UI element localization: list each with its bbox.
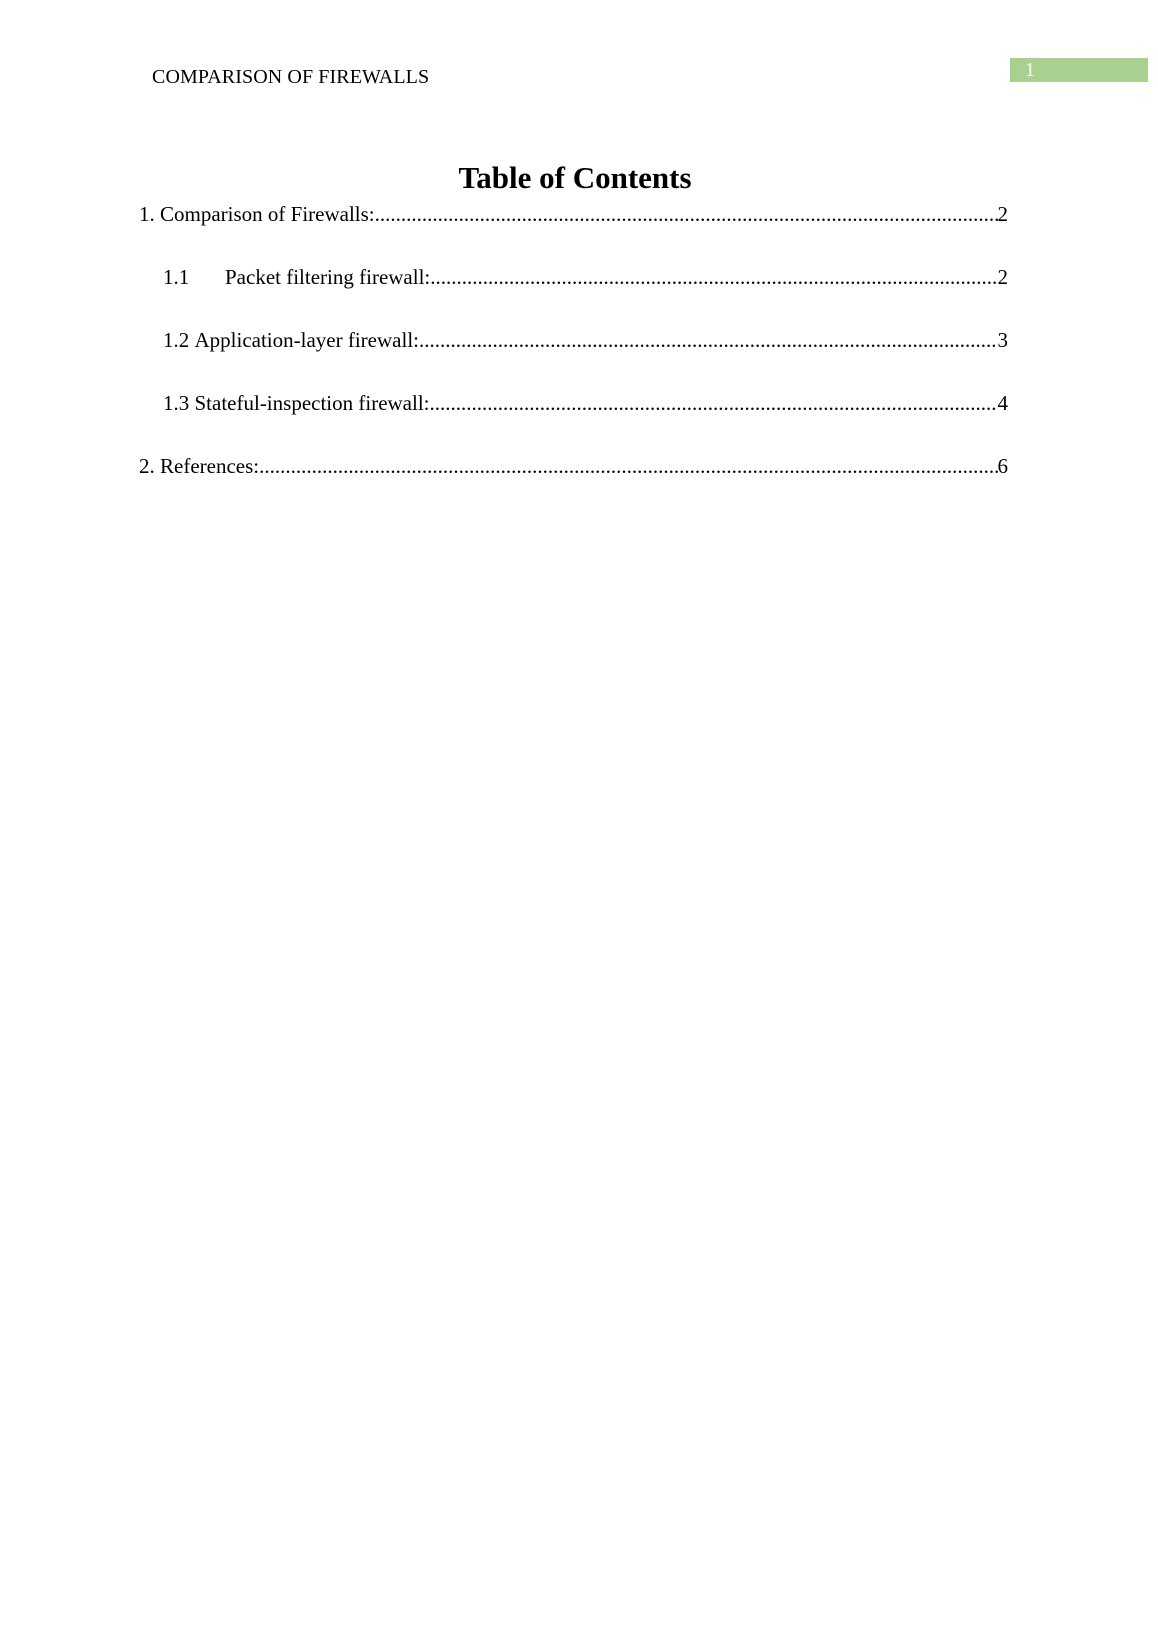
toc-entry-page: 6 [997,454,1008,478]
toc-entry-references[interactable] [139,452,1008,480]
toc-entry-number: 1.1 [163,265,190,289]
page-number: 1 [1025,59,1035,81]
toc-title: Table of Contents [458,160,692,195]
toc-leader-dots [430,263,997,291]
toc-entry-application-layer-firewall[interactable] [163,326,1008,354]
toc-entry-label: Comparison of Firewalls: [160,202,375,226]
toc-leader-dots [375,200,998,228]
toc-entry-number: 1.3 [163,391,190,415]
toc-entry-page: 4 [997,391,1008,415]
toc-entry-page: 2 [997,202,1008,226]
toc-entry-page: 3 [997,328,1008,352]
toc-entry-stateful-inspection-firewall[interactable] [163,389,1008,417]
toc-leader-dots [419,326,998,354]
toc-entry-comparison-of-firewalls[interactable] [139,200,1008,228]
toc-entry-number: 1. [139,202,155,226]
toc-entry-label: Stateful-inspection firewall: [194,391,430,415]
running-head: COMPARISON OF FIREWALLS [152,66,430,88]
toc-entry-packet-filtering-firewall[interactable] [163,263,1008,291]
toc-entry-number: 1.2 [163,328,190,352]
toc-entry-label: Packet filtering firewall: [225,265,431,289]
toc-leader-dots [259,452,997,480]
toc-leader-dots [430,389,998,417]
toc-entry-label: Application-layer firewall: [194,328,419,352]
toc-entry-number: 2. [139,454,155,478]
toc-entry-label: References: [160,454,260,478]
toc-entry-page: 2 [997,265,1008,289]
page-number-box [1010,58,1148,82]
